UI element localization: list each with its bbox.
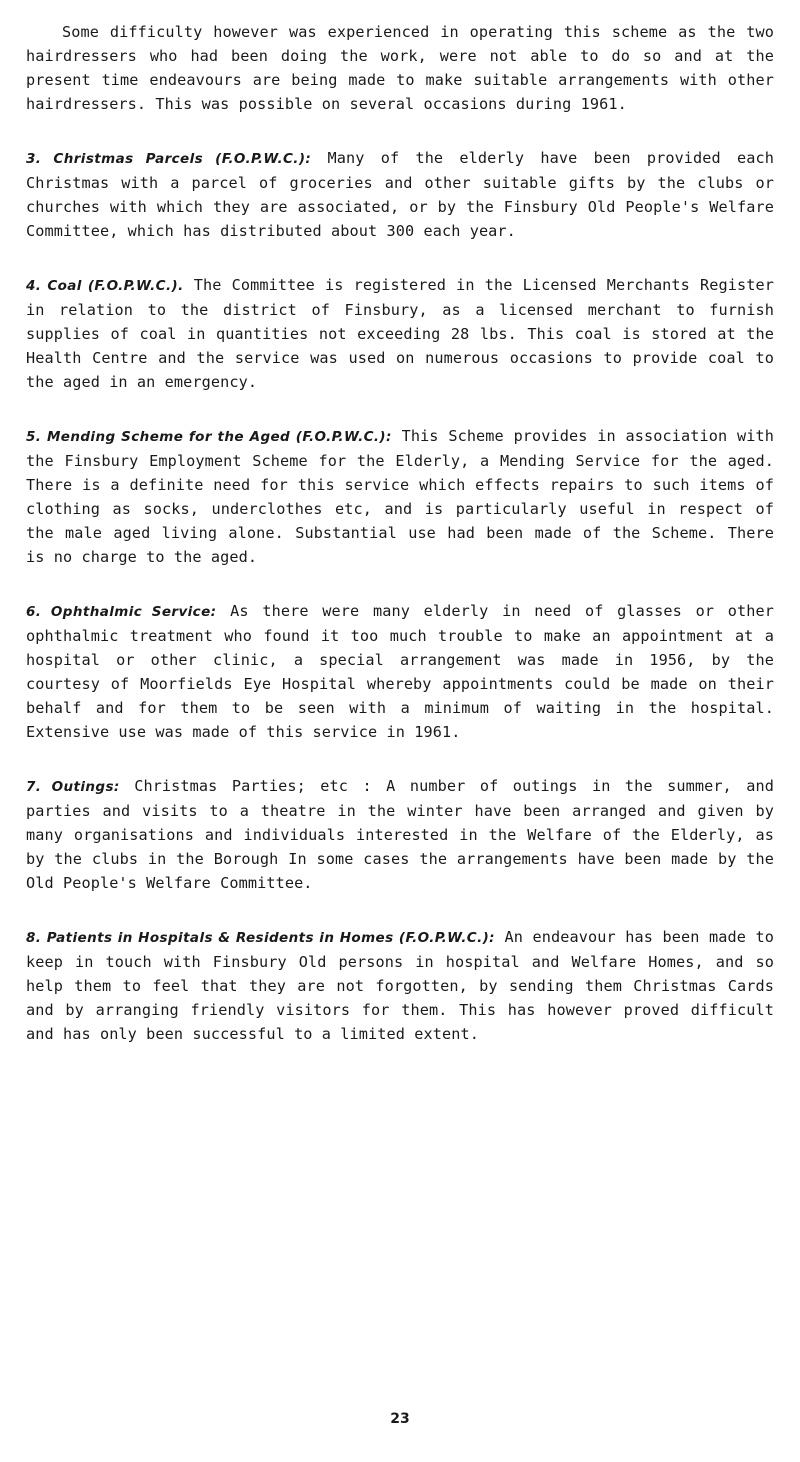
section-christmas-parcels	[26, 146, 774, 243]
section-heading: 4. Coal (F.O.P.W.C.).	[26, 278, 184, 294]
section-mending-scheme	[26, 424, 774, 569]
section-text: This Scheme provides in association with the Finsbury Employment Scheme for the Elderly, a Mending Service for the aged. There is a definite need for this service which effects repairs to such items of clothing as socks, underclothes etc, and is particularly useful in respect of the male aged living alone. Substantial use had been made of the Scheme. There is no charge to the aged.	[26, 427, 774, 566]
section-heading: 3. Christmas Parcels (F.O.P.W.C.):	[26, 151, 312, 167]
section-heading: 6. Ophthalmic Service:	[26, 604, 217, 620]
section-text: An endeavour has been made to keep in touch with Finsbury Old persons in hospital and Welfare Homes, and so help them to feel that they are not forgotten, by sending them Christmas Cards and by arranging friendly visitors for them. This has however proved difficult and has only been successful to a limited extent.	[26, 928, 774, 1043]
section-text: Christmas Parties; etc : A number of outings in the summer, and parties and visits to a theatre in the winter have been arranged and given by many organisations and individuals interested in the Welfare of the Elderly, as by the clubs in the Borough In some cases the arrangements have been made by the Old People's Welfare Committee.	[26, 777, 774, 892]
section-patients-residents	[26, 925, 774, 1046]
section-heading: 8. Patients in Hospitals & Residents in Homes (F.O.P.W.C.):	[26, 930, 495, 946]
section-text: The Committee is registered in the Licensed Merchants Register in relation to the district of Finsbury, as a licensed merchant to furnish supplies of coal in quantities not exceeding 28 lbs. This coal is stored at the Health Centre and the service was used on numerous occasions to provide coal to the aged in an emergency.	[26, 276, 775, 391]
section-text: Many of the elderly have been provided each Christmas with a parcel of groceries and other suitable gifts by the clubs or churches with which they are associated, or by the Finsbury Old People's Welfare Committee, which has distributed about 300 each year.	[26, 149, 775, 240]
section-outings	[26, 774, 774, 895]
section-text: As there were many elderly in need of glasses or other ophthalmic treatment who found it too much trouble to make an appointment at a hospital or other clinic, a special arrangement was made in 1956, by the courtesy of Moorfields Eye Hospital whereby appointments could be made on their behalf and for them to be seen with a minimum of waiting in the hospital. Extensive use was made of this service in 1961.	[26, 602, 774, 741]
page-number: 23	[390, 1411, 410, 1427]
section-ophthalmic-service	[26, 599, 774, 744]
section-heading: 7. Outings:	[26, 779, 120, 795]
intro-paragraph: Some difficulty however was experienced in operating this scheme as the two hairdressers who had been doing the work, were not able to do so and at the present time endeavours are being made to make suitable arrangements with other hairdressers. This was possible on several occasions during 1961.	[26, 23, 774, 113]
section-coal	[26, 273, 774, 394]
section-heading: 5. Mending Scheme for the Aged (F.O.P.W.C.):	[26, 429, 392, 445]
